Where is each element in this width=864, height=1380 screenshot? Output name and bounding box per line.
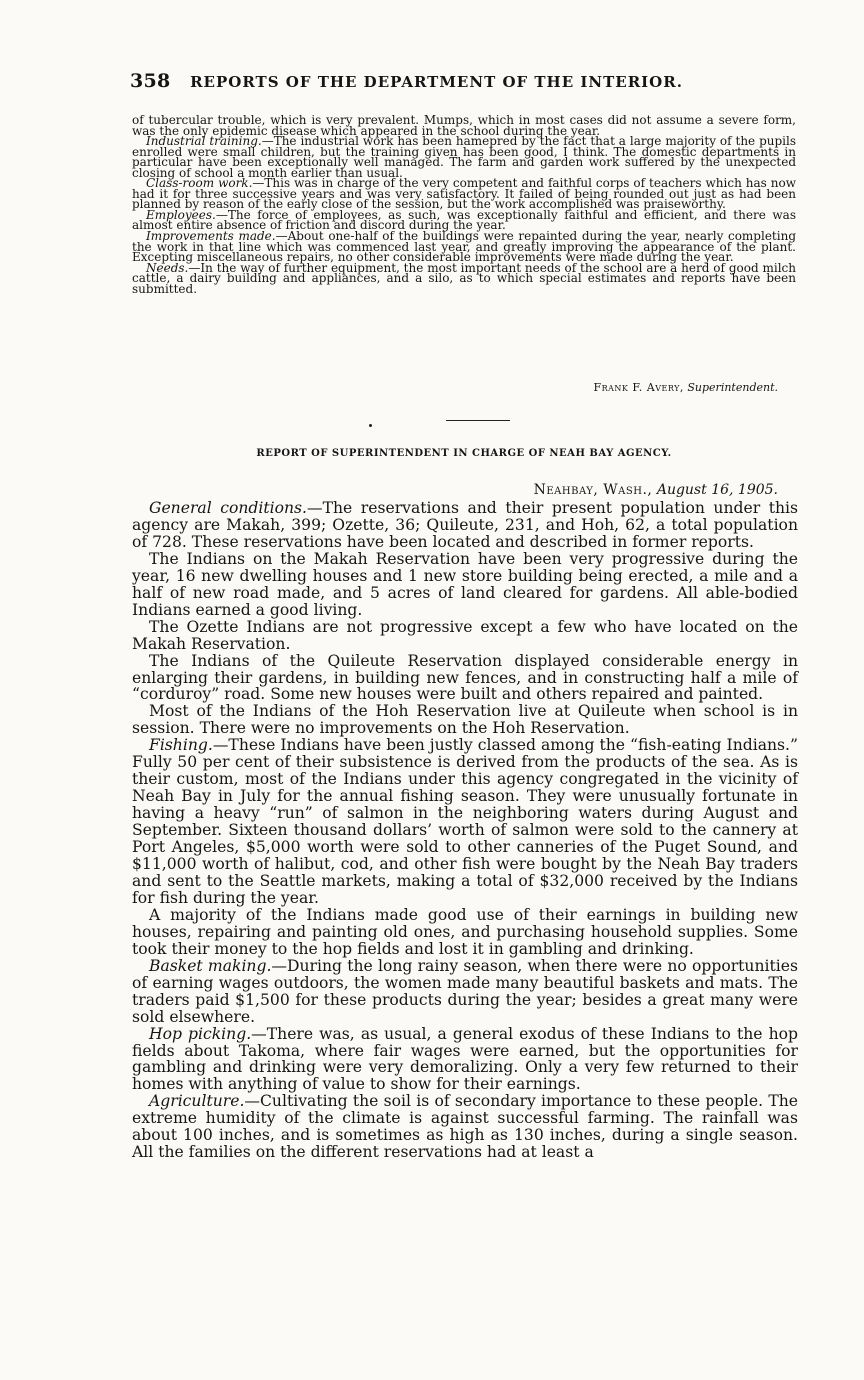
paragraph: of tubercular trouble, which is very prevalent. Mumps, which in most cases did not assume a severe form, was the only epidemic disease which appeared in the school during the year. — [132, 113, 796, 138]
page-number: 358 — [130, 70, 171, 92]
signature-title: Superintendent. — [687, 381, 778, 394]
paragraph-lead: Improvements made. — [146, 229, 276, 244]
print-mark — [369, 424, 372, 427]
paragraph-lead: Hop picking. — [149, 1024, 252, 1043]
dateline — [132, 482, 778, 498]
paragraph: Class-room work.—This was in charge of the very competent and faithful corps of teachers which has now had it for three successive years and was very satisfactory. It failed of being rounded out just as had been planned by reason of the early close of the session, but the work accomplished was praiseworthy. — [132, 176, 796, 212]
paragraph: The Ozette Indians are not progressive except a few who have located on the Makah Reservation. — [132, 617, 798, 653]
paragraph: Improvements made.—About one-half of the buildings were repainted during the year, nearly completing the work in that line which was commenced last year, and greatly improving the appearance of the plant. Excepting miscellaneous repairs, no other considerable improvements were made during the year. — [132, 229, 797, 265]
paragraph-lead: Basket making. — [149, 956, 272, 975]
dateline-date: August 16, 1905. — [656, 482, 778, 498]
paragraph-lead: Fishing. — [149, 736, 213, 755]
paragraph: General conditions.—The reservations and their present population under this agency are Makah, 399; Ozette, 36; Quileute, 231, and Hoh, 62, a total population of 728. These reservations have been located and described in former reports. — [132, 499, 798, 551]
paragraph-lead: Agriculture. — [149, 1092, 245, 1111]
report-body — [132, 500, 798, 1161]
previous-report-text — [132, 115, 796, 294]
paragraph: A majority of the Indians made good use of their earnings in building new houses, repairing and painting old ones, and purchasing household supplies. Some took their money to the hop fields and lost it in gambling and drinking. — [132, 905, 798, 958]
paragraph: Hop picking.—There was, as usual, a general exodus of these Indians to the hop fields about Takoma, where fair wages were earned, but the opportunities for gambling and drinking were very demoralizing. Only a very few returned to their homes with anything of value to show for their earnings. — [132, 1024, 798, 1094]
paragraph: Industrial training.—The industrial work has been hamepred by the fact that a large majority of the pupils enrolled were small children, but the training given has been good, I think. The domestic departments in particular have been exceptionally well managed. The farm and garden work suffered by the unexpected closing of school a month earlier than usual. — [132, 134, 796, 180]
paragraph-lead: Industrial training. — [146, 134, 262, 149]
signature — [132, 381, 778, 394]
running-header — [130, 70, 830, 92]
paragraph-lead: Class-room work. — [146, 176, 253, 191]
paragraph: Employees.—The force of employees, as such, was exceptionally faithful and efficient, and there was almost entire absence of friction and discord during the year. — [132, 207, 796, 233]
paragraph: The Indians of the Quileute Reservation displayed considerable energy in enlarging their gardens, in building new fences, and in constructing half a mile of “corduroy” road. Some new houses were built and others repaired and painted. — [132, 651, 798, 704]
paragraph-lead: General conditions. — [149, 499, 307, 517]
header-title: REPORTS OF THE DEPARTMENT OF THE INTERIOR. — [190, 73, 683, 91]
paragraph: Basket making.—During the long rainy season, when there were no opportunities of earning wages outdoors, the women made many beautiful baskets and mats. The traders paid $1,500 for these products during the year; besides a great many were sold elsewhere. — [132, 956, 798, 1026]
paragraph: Needs.—In the way of further equipment, the most important needs of the school are a herd of good milch cattle, a dairy building and appliances, and a silo, as to which special estimates and reports have been submitted. — [132, 260, 796, 296]
paragraph: Most of the Indians of the Hoh Reservation live at Quileute when school is in session. There were no improvements on the Hoh Reservation. — [132, 702, 798, 738]
paragraph-lead: Employees. — [146, 207, 216, 222]
paragraph: Agriculture.—Cultivating the soil is of secondary importance to these people. The extreme humidity of the climate is against successful farming. The rainfall was about 100 inches, and is sometimes as high as 130 inches, during a single season. All the families on the different reservations had at least a — [132, 1092, 798, 1162]
dateline-place: Neahbay, Wash., — [533, 482, 653, 498]
paragraph-lead: Needs. — [146, 260, 189, 275]
section-divider — [446, 420, 510, 421]
paragraph: The Indians on the Makah Reservation have been very progressive during the year, 16 new dwelling houses and 1 new store building being erected, a mile and a half of new road made, and 5 acres of land cleared for gardens. All able-bodied Indians earned a good living. — [132, 549, 798, 619]
signature-name: Frank F. Avery, — [593, 381, 684, 394]
paragraph: Fishing.—These Indians have been justly classed among the “fish-eating Indians.” Fully 50 per cent of their subsistence is derived from the products of the sea. As is their custom, most of the Indians under this agency congregated in the vicinity of Neah Bay in July for the annual fishing season. They were unusually fortunate in having a heavy “run” of salmon in the neighboring waters during August and September. Sixteen thousand dollars’ worth of salmon were sold to the cannery at Port Angeles, $5,000 worth were sold to other canneries of the Puget Sound, and $11,000 worth of halibut, cod, and other fish were bought by the Neah Bay traders and sent to the Seattle markets, making a total of $32,000 received by the Indians for fish during the year. — [132, 736, 798, 907]
report-title: REPORT OF SUPERINTENDENT IN CHARGE OF NEAH BAY AGENCY. — [256, 448, 672, 459]
